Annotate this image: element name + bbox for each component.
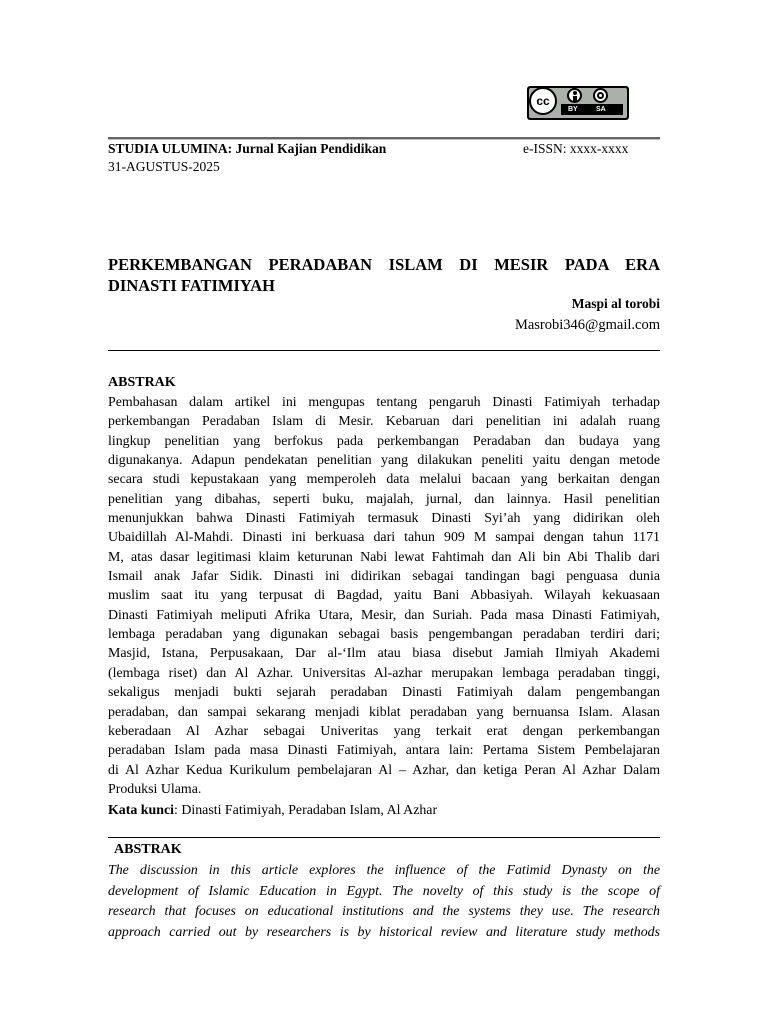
paragraph-line: lembaga peradaban yang digunakan sebagai basis pengembangan peradaban terdiri dari;: [108, 627, 660, 643]
paragraph-line: approach carried out by researchers is by historical review and literature study methods: [108, 924, 660, 940]
journal-name: STUDIA ULUMINA: Jurnal Kajian Pendidikan: [108, 141, 387, 156]
author-name: Maspi al torobi: [571, 296, 660, 311]
share-alike-icon: [593, 88, 608, 103]
paragraph-line: Ubaidillah Al-Mahdi. Dinasti ini berkuasa dari tahun 909 M sampai dengan tahun 1171: [108, 530, 660, 546]
paragraph-line: (lembaga riset) dan Al Azhar. Universitas Al-azhar merupakan lembaga peradaban tinggi,: [108, 665, 660, 681]
author-email[interactable]: Masrobi346@gmail.com: [514, 317, 660, 333]
paragraph-line: Pembahasan dalam artikel ini mengupas tentang pengaruh Dinasti Fatimiyah terhadap: [108, 395, 660, 410]
paragraph-line: secara studi kepustakaan yang memperoleh data melalui bacaan yang berkaitan dengan: [108, 472, 660, 488]
paragraph-line: peradaban, dan sampai sekarang menjadi kiblat peradaban yang bernuansa Islam. Alasan: [108, 704, 660, 720]
paragraph-line: di Al Azhar Kedua Kurikulum pembelajaran Al – Azhar, dan ketiga Peran Al Azhar Dalam: [108, 762, 660, 778]
license-by-label: BY: [568, 106, 578, 113]
paragraph-line: development of Islamic Education in Egypt. The novelty of this study is the scope of: [108, 883, 660, 899]
paragraph-line: Dinasti Fatimiyah meliputi Afrika Utara, Mesir, dan Suriah. Pada masa Dinasti Fatimiyah,: [108, 607, 660, 623]
article-title: [108, 254, 660, 296]
keywords: [108, 803, 437, 819]
paragraph-line: research that focuses on educational institutions and the systems they use. The research: [108, 904, 660, 919]
paragraph-line: perkembangan Peradaban Islam di Mesir. Kebaruan dari penelitian ini adalah ruang: [108, 414, 660, 430]
paragraph-line: peradaban Islam pada masa Dinasti Fatimiyah, antara lain: Pertama Sistem Pembelajaran: [108, 743, 660, 759]
abstract-heading: ABSTRAK: [108, 375, 176, 390]
section-divider: [108, 350, 660, 351]
paragraph-line: keberadaan Al Azhar sebagai Univeritas yang terkait erat dengan perkembangan: [108, 723, 660, 739]
paragraph-line: Produksi Ulama.: [108, 781, 202, 797]
paragraph-line: lingkup penelitian yang berfokus pada perkembangan Peradaban dan budaya yang: [108, 433, 660, 449]
paragraph-line: penelitian yang dibahas, seperti buku, majalah, jurnal, dan lainnya. Hasil penelitian: [108, 491, 660, 507]
paragraph-line: Ismail anak Jafar Sidik. Dinasti ini didirikan sebagai tandingan bagi penguasa dunia: [108, 569, 660, 585]
paragraph-line: The discussion in this article explores the influence of the Fatimid Dynasty on the: [108, 863, 660, 878]
paragraph-line: menunjukkan bahwa Dinasti Fatimiyah termasuk Dinasti Syi’ah yang didirikan oleh: [108, 511, 660, 527]
paragraph-line: sekaligus menjadi bukti sejarah peradaban Dinasti Fatimiyah dalam pengembangan: [108, 685, 660, 701]
license-sa-label: SA: [596, 106, 606, 113]
paragraph-line: digunakanya. Adapun pendekatan penelitian yang dilakukan peneliti yaitu dengan metode: [108, 453, 660, 469]
issn: e-ISSN: xxxx-xxxx: [523, 141, 629, 156]
abstract-en-heading: ABSTRAK: [114, 842, 182, 857]
creative-commons-icon: cc: [529, 87, 557, 115]
paragraph-line: M, atas dasar legitimasi klaim keturunan Nabi lewat Fahtimah dan Ali bin Abi Thalib dari: [108, 549, 660, 565]
header-rule-shadow: [108, 139, 660, 140]
cc-by-sa-license-badge: [527, 86, 629, 120]
paragraph-line: muslim saat itu yang terpusat di Bagdad, yaitu Bani Abbasiyah. Wilayah kekuasaan: [108, 588, 660, 604]
section-divider: [108, 837, 660, 838]
publication-date: 31-AGUSTUS-2025: [108, 159, 220, 174]
keywords-list: : Dinasti Fatimiyah, Peradaban Islam, Al Azhar: [174, 803, 438, 818]
article-title-line: PERKEMBANGAN PERADABAN ISLAM DI MESIR PADA ERA: [108, 255, 660, 274]
keywords-label: Kata kunci: [108, 803, 174, 818]
abstract-en-body: [108, 861, 660, 943]
abstract-body: [108, 393, 660, 799]
article-title-line: DINASTI FATIMIYAH: [108, 276, 276, 295]
paragraph-line: Masjid, Istana, Perpusakaan, Dar al-‘Ilm atau biasa disebut Jamiah Ilmiyah Akademi: [108, 646, 660, 662]
attribution-icon: [567, 88, 582, 103]
